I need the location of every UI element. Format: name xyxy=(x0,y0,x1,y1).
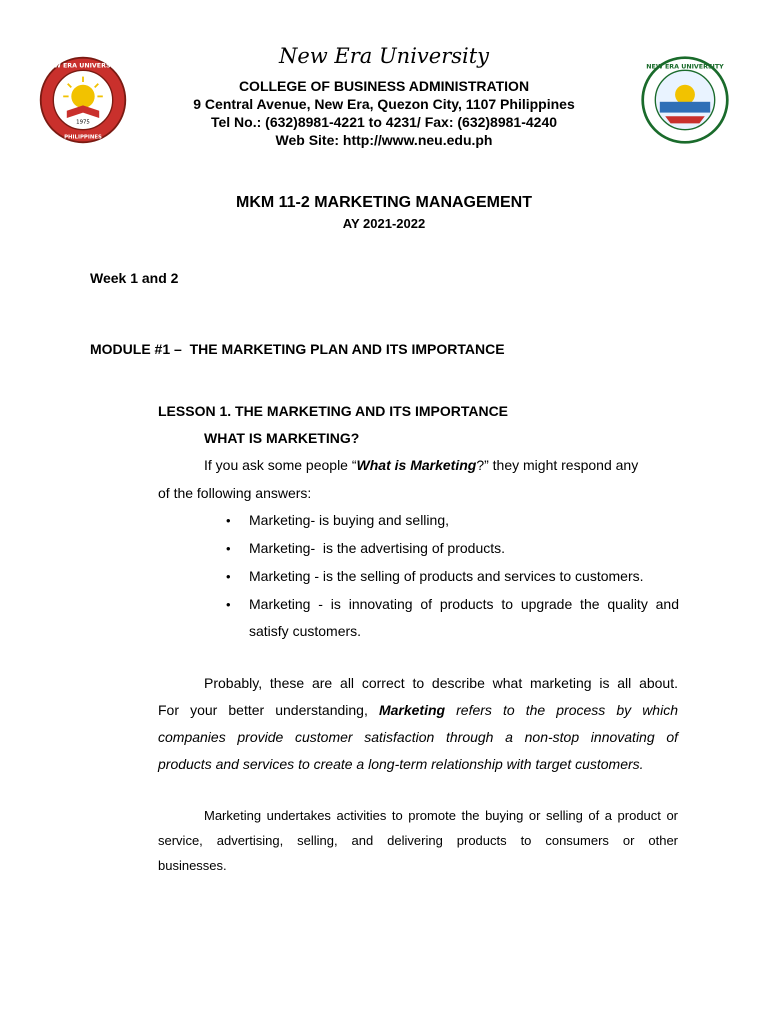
paragraph-line: service, advertising, selling, and delivering products to consumers or other xyxy=(158,833,678,848)
intro-line-2: of the following answers: xyxy=(158,485,312,501)
college-name: COLLEGE OF BUSINESS ADMINISTRATION xyxy=(238,78,530,94)
academic-year: AY 2021-2022 xyxy=(342,216,426,231)
university-name: New Era University xyxy=(278,44,490,68)
lesson-subtitle: WHAT IS MARKETING? xyxy=(204,430,360,446)
bullet-text: Marketing- is the advertising of products. xyxy=(249,540,506,556)
list-item: • xyxy=(226,569,231,584)
list-item: • xyxy=(226,597,231,612)
paragraph-line: businesses. xyxy=(158,858,227,873)
college-address: 9 Central Avenue, New Era, Quezon City, 1107 Philippines xyxy=(193,96,575,112)
university-seal-right xyxy=(640,55,730,145)
paragraph-line: For your better understanding, Marketing refers to the process by which xyxy=(158,702,678,718)
svg-text:1975: 1975 xyxy=(76,119,90,126)
bullet-text: Marketing- is buying and selling, xyxy=(249,512,449,528)
paragraph-line: Marketing undertakes activities to promote the buying or selling of a product or xyxy=(204,808,678,823)
svg-text:NEW ERA UNIVERSITY: NEW ERA UNIVERSITY xyxy=(646,63,724,71)
module-title: MODULE #1 – THE MARKETING PLAN AND ITS IMPORTANCE xyxy=(90,341,505,357)
bullet-text: Marketing - is innovating of products to upgrade the quality and xyxy=(249,596,679,612)
university-seal-left xyxy=(38,55,128,145)
svg-text:NEW ERA UNIVERSITY: NEW ERA UNIVERSITY xyxy=(44,62,122,70)
bullet-text-continued: satisfy customers. xyxy=(249,623,362,639)
list-item: • xyxy=(226,541,231,556)
svg-text:PHILIPPINES: PHILIPPINES xyxy=(64,134,102,141)
paragraph-line: products and services to create a long-term relationship with target customers. xyxy=(158,756,644,772)
paragraph-line: companies provide customer satisfaction through a non-stop innovating of xyxy=(158,729,678,745)
lesson-title: LESSON 1. THE MARKETING AND ITS IMPORTANCE xyxy=(158,403,509,419)
list-item: • xyxy=(226,513,231,528)
college-website: Web Site: http://www.neu.edu.ph xyxy=(275,132,493,148)
week-label: Week 1 and 2 xyxy=(90,270,179,286)
course-title: MKM 11-2 MARKETING MANAGEMENT xyxy=(235,194,532,211)
college-phone: Tel No.: (632)8981-4221 to 4231/ Fax: (632)8981-4240 xyxy=(210,114,558,130)
bullet-text: Marketing - is the selling of products and services to customers. xyxy=(249,568,644,584)
paragraph-line: Probably, these are all correct to describe what marketing is all about. xyxy=(204,675,678,691)
intro-line-1: If you ask some people “What is Marketing?” they might respond any xyxy=(204,457,639,473)
